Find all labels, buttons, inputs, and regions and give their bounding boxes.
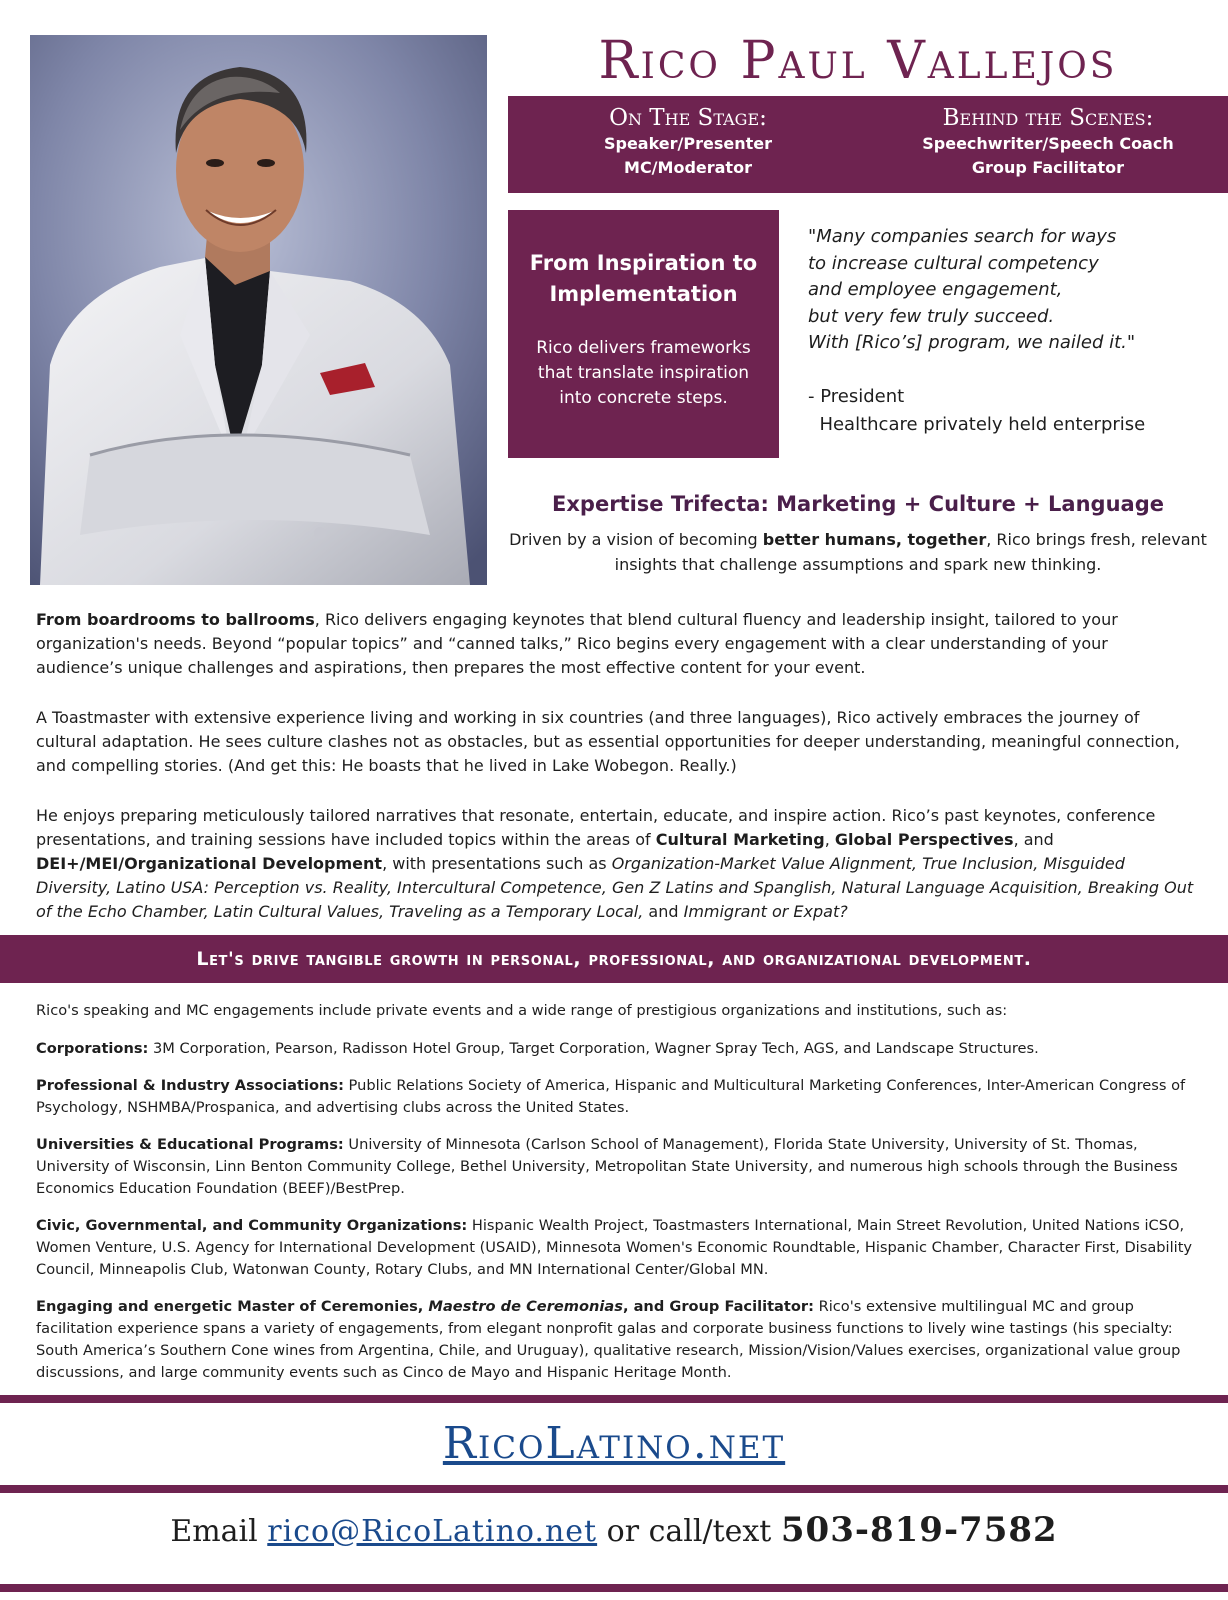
portrait-photo [30,35,487,585]
text-run-bold: DEI+/MEI/Organizational Development [36,854,383,873]
text-run: Driven by a vision of becoming [509,530,763,549]
text-run: , Rico delivers engaging keynotes that blend cultural fluency and leadership insight, tailored to your organization's needs. Beyond “popular topics” and “canned talks,” Rico begins every engagement with a clear understanding of your audience’s unique challenges and aspirations, then prepares the most effective content for your event. [36,610,1118,677]
email-link[interactable]: rico@RicoLatino.net [267,1514,598,1549]
on-stage-column [508,96,868,193]
growth-banner: Let's drive tangible growth in personal, professional, and organizational development. [0,935,1228,983]
testimonial-quote [808,224,1218,357]
roles-box [508,96,1228,193]
behind-scenes-column [868,96,1228,193]
email-label: Email [170,1514,268,1549]
contact-line [0,1500,1228,1562]
text-run-italic: Immigrant or Expat? [683,902,848,921]
website-link[interactable]: RicoLatino.net [442,1418,786,1469]
engagement-universities [36,1134,1200,1200]
engagement-mc [36,1296,1200,1384]
engagement-text: University of Minnesota (Carlson School of Management), Florida State University, University of St. Thomas, University of Wisconsin, Linn Benton Community College, Bethel University, Metropolitan State University, and numerous high schools through the Business Economics Education Foundation (BEEF)/BestPrep. [36,1136,1178,1197]
expertise-heading: Expertise Trifecta: Marketing + Culture + Language [552,492,1164,516]
engagement-text: Rico's extensive multilingual MC and group facilitation experience spans a variety of engagements, from elegant nonprofit galas and corporate business functions to lively wine tastings (his specialty: South America’s Southern Cone wines from Argentina, Chile, and Uruguay), qualitative research, Mission/Vision/Values exercises, organizational value group discussions, and large community events such as Cinco de Mayo and Hispanic Heritage Month. [36,1298,1181,1381]
call-label: or call/text [597,1514,781,1549]
text-run: , [824,830,835,849]
behind-scenes-heading: Behind the Scenes: [942,105,1154,131]
engagement-label: Universities & Educational Programs: [36,1136,344,1153]
phone-number[interactable]: 503-819-7582 [780,1510,1058,1550]
inspiration-title: From Inspiration to Implementation [529,251,758,306]
engagement-text: Public Relations Society of America, Hispanic and Multicultural Marketing Conferences, Inter-American Congress of Psychology, NSHMBA/Prospanica, and advertising clubs across the United States. [36,1077,1186,1116]
engagements-intro: Rico's speaking and MC engagements include private events and a wide range of prestigious organizations and institutions, such as: [36,1002,1008,1019]
engagement-corporations [36,1038,1200,1060]
engagement-label: Civic, Governmental, and Community Organizations: [36,1217,468,1234]
engagement-label: Professional & Industry Associations: [36,1077,344,1094]
text-run: , and [1013,830,1054,849]
engagement-label: Corporations: [36,1040,149,1057]
behind-scenes-role: Speechwriter/Speech Coach [922,134,1174,153]
footer-divider [0,1584,1228,1592]
inspiration-body: Rico delivers frameworks that translate inspiration into concrete steps. [536,338,751,408]
bio-paragraph-2: A Toastmaster with extensive experience living and working in six countries (and three languages), Rico actively embraces the journey of cultural adaptation. He sees culture clashes not as obstacles, but as essential opportunities for deeper understanding, meaningful connection, and compelling stories. (And get this: He boasts that he lived in Lake Wobegon. Really.) [36,708,1180,775]
on-stage-role: MC/Moderator [624,158,752,177]
engagement-associations [36,1075,1200,1119]
engagement-label-italic: Maestro de Ceremonias [428,1298,623,1315]
text-run: He enjoys preparing meticulously tailored narratives that resonate, entertain, educate, and inspire action. Rico’s past keynotes, conference presentations, and training sessions have included topics within the areas of [36,806,1156,849]
attribution-line: - President [808,386,905,407]
quote-line: but very few truly succeed. [808,305,1055,327]
footer-divider [0,1485,1228,1493]
text-run: , with presentations such as [382,854,612,873]
quote-line: to increase cultural competency [808,252,1099,274]
inspiration-box [508,210,779,458]
quote-line: and employee engagement, [808,279,1063,300]
on-stage-role: Speaker/Presenter [603,134,773,153]
quote-line: With [Rico’s] program, we nailed it." [808,332,1136,353]
website-block [0,1406,1228,1482]
engagement-label: Engaging and energetic Master of Ceremonies, [36,1298,429,1315]
on-stage-heading: On The Stage: [609,105,767,131]
text-run: and [643,902,684,921]
quote-line: "Many companies search for ways [808,226,1117,247]
attribution-line: Healthcare privately held enterprise [808,414,1146,435]
bio-paragraph-1 [36,608,1198,680]
text-run-bold: From boardrooms to ballrooms [36,610,315,629]
engagement-civic [36,1215,1200,1281]
engagement-text: Hispanic Wealth Project, Toastmasters International, Main Street Revolution, United Nations iCSO, Women Venture, U.S. Agency for International Development (USAID), Minnesota Women's Economic Roundtable, Hispanic Chamber, Character First, Disability Council, Minneapolis Club, Watonwan County, Rotary Clubs, and MN International Center/Global MN. [36,1217,1193,1278]
speaker-name: Rico Paul Vallejos [598,31,1118,91]
quote-attribution [808,383,1218,439]
expertise-text [508,527,1208,577]
text-run-italic: Organization-Market Value Alignment, True Inclusion, Misguided Diversity, Latino USA: Perception vs. Reality, Intercultural Competence, Gen Z Latins and Spanglish, Natural Language Acquisition, Breaking Out of the Echo Chamber, Latin Cultural Values, Traveling as a Temporary Local, [36,854,1194,921]
text-run: , Rico brings fresh, relevant insights that challenge assumptions and spark new thinking. [614,530,1207,574]
text-run-bold: better humans, together [762,530,987,549]
engagement-text: 3M Corporation, Pearson, Radisson Hotel Group, Target Corporation, Wagner Spray Tech, AGS, and Landscape Structures. [148,1040,1039,1057]
engagement-label: , and Group Facilitator: [622,1298,814,1315]
text-run-bold: Cultural Marketing [655,830,825,849]
bio-paragraph-3 [36,804,1198,924]
text-run-bold: Global Perspectives [834,830,1014,849]
behind-scenes-role: Group Facilitator [971,158,1125,177]
footer-divider [0,1395,1228,1403]
